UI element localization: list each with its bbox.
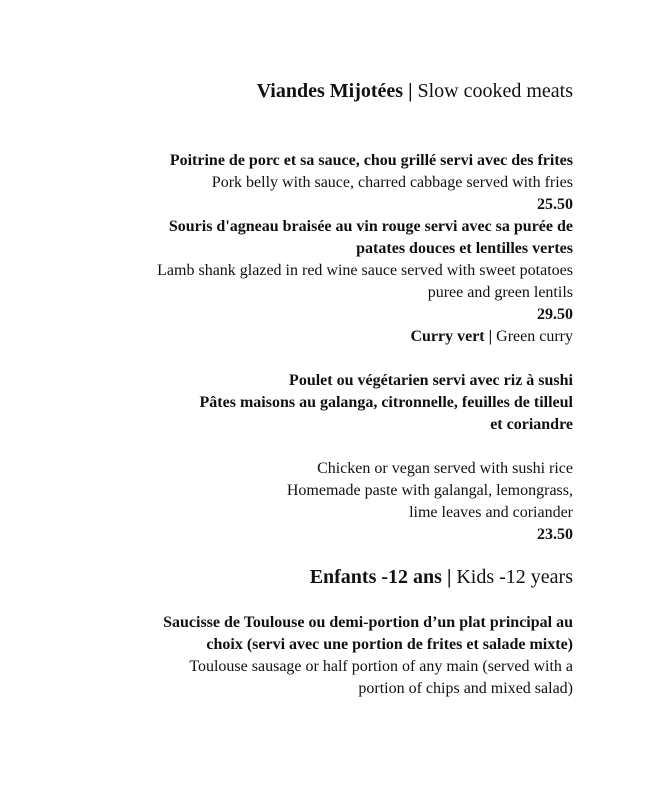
menu-content xyxy=(73,78,573,700)
kids-title-en: Kids -12 years xyxy=(456,566,573,588)
kids-fr-line2: choix (servi avec une portion de frites et salade mixte) xyxy=(206,636,573,653)
item-lamb-shank-price: 29.50 xyxy=(537,306,573,323)
title-separator: | xyxy=(408,80,418,102)
item-lamb-shank-fr-line1: Souris d'agneau braisée au vin rouge servi avec sa purée de xyxy=(168,218,573,235)
kids-en-line1: Toulouse sausage or half portion of any main (served with a xyxy=(189,658,573,675)
item-lamb-shank-fr-line2: patates douces et lentilles vertes xyxy=(356,240,573,257)
curry-en-line3: lime leaves and coriander xyxy=(409,504,573,521)
item-lamb-shank-en-line2: puree and green lentils xyxy=(427,284,573,301)
curry-price: 23.50 xyxy=(537,526,573,543)
item-pork-belly-price: 25.50 xyxy=(537,196,573,213)
curry-fr-line1: Poulet ou végétarien servi avec riz à sushi xyxy=(289,372,573,389)
kids-en-line2: portion of chips and mixed salad) xyxy=(358,680,573,697)
section-title-fr: Viandes Mijotées xyxy=(256,80,404,102)
kids-title-separator: | xyxy=(446,566,457,588)
curry-en-line2: Homemade paste with galangal, lemongrass, xyxy=(286,482,573,499)
section-title-green-curry xyxy=(73,326,573,348)
curry-title-en: Green curry xyxy=(496,328,573,345)
item-lamb-shank-en-line1: Lamb shank glazed in red wine sauce served with sweet potatoes xyxy=(157,262,573,279)
section-title-slow-cooked-meats xyxy=(73,78,573,104)
item-pork-belly-en: Pork belly with sauce, charred cabbage served with fries xyxy=(211,174,573,191)
section-title-kids xyxy=(73,564,573,590)
curry-title-separator: | xyxy=(488,328,497,345)
curry-en-line1: Chicken or vegan served with sushi rice xyxy=(317,460,573,477)
section-title-en: Slow cooked meats xyxy=(417,80,573,102)
curry-fr-line3: et coriandre xyxy=(490,416,573,433)
kids-fr-line1: Saucisse de Toulouse ou demi-portion d’un plat principal au xyxy=(163,614,573,631)
curry-title-fr: Curry vert xyxy=(410,328,485,345)
curry-fr-line2: Pâtes maisons au galanga, citronnelle, feuilles de tilleul xyxy=(199,394,573,411)
item-pork-belly-fr: Poitrine de porc et sa sauce, chou grillé servi avec des frites xyxy=(169,152,573,169)
kids-title-fr: Enfants -12 ans xyxy=(309,566,442,588)
